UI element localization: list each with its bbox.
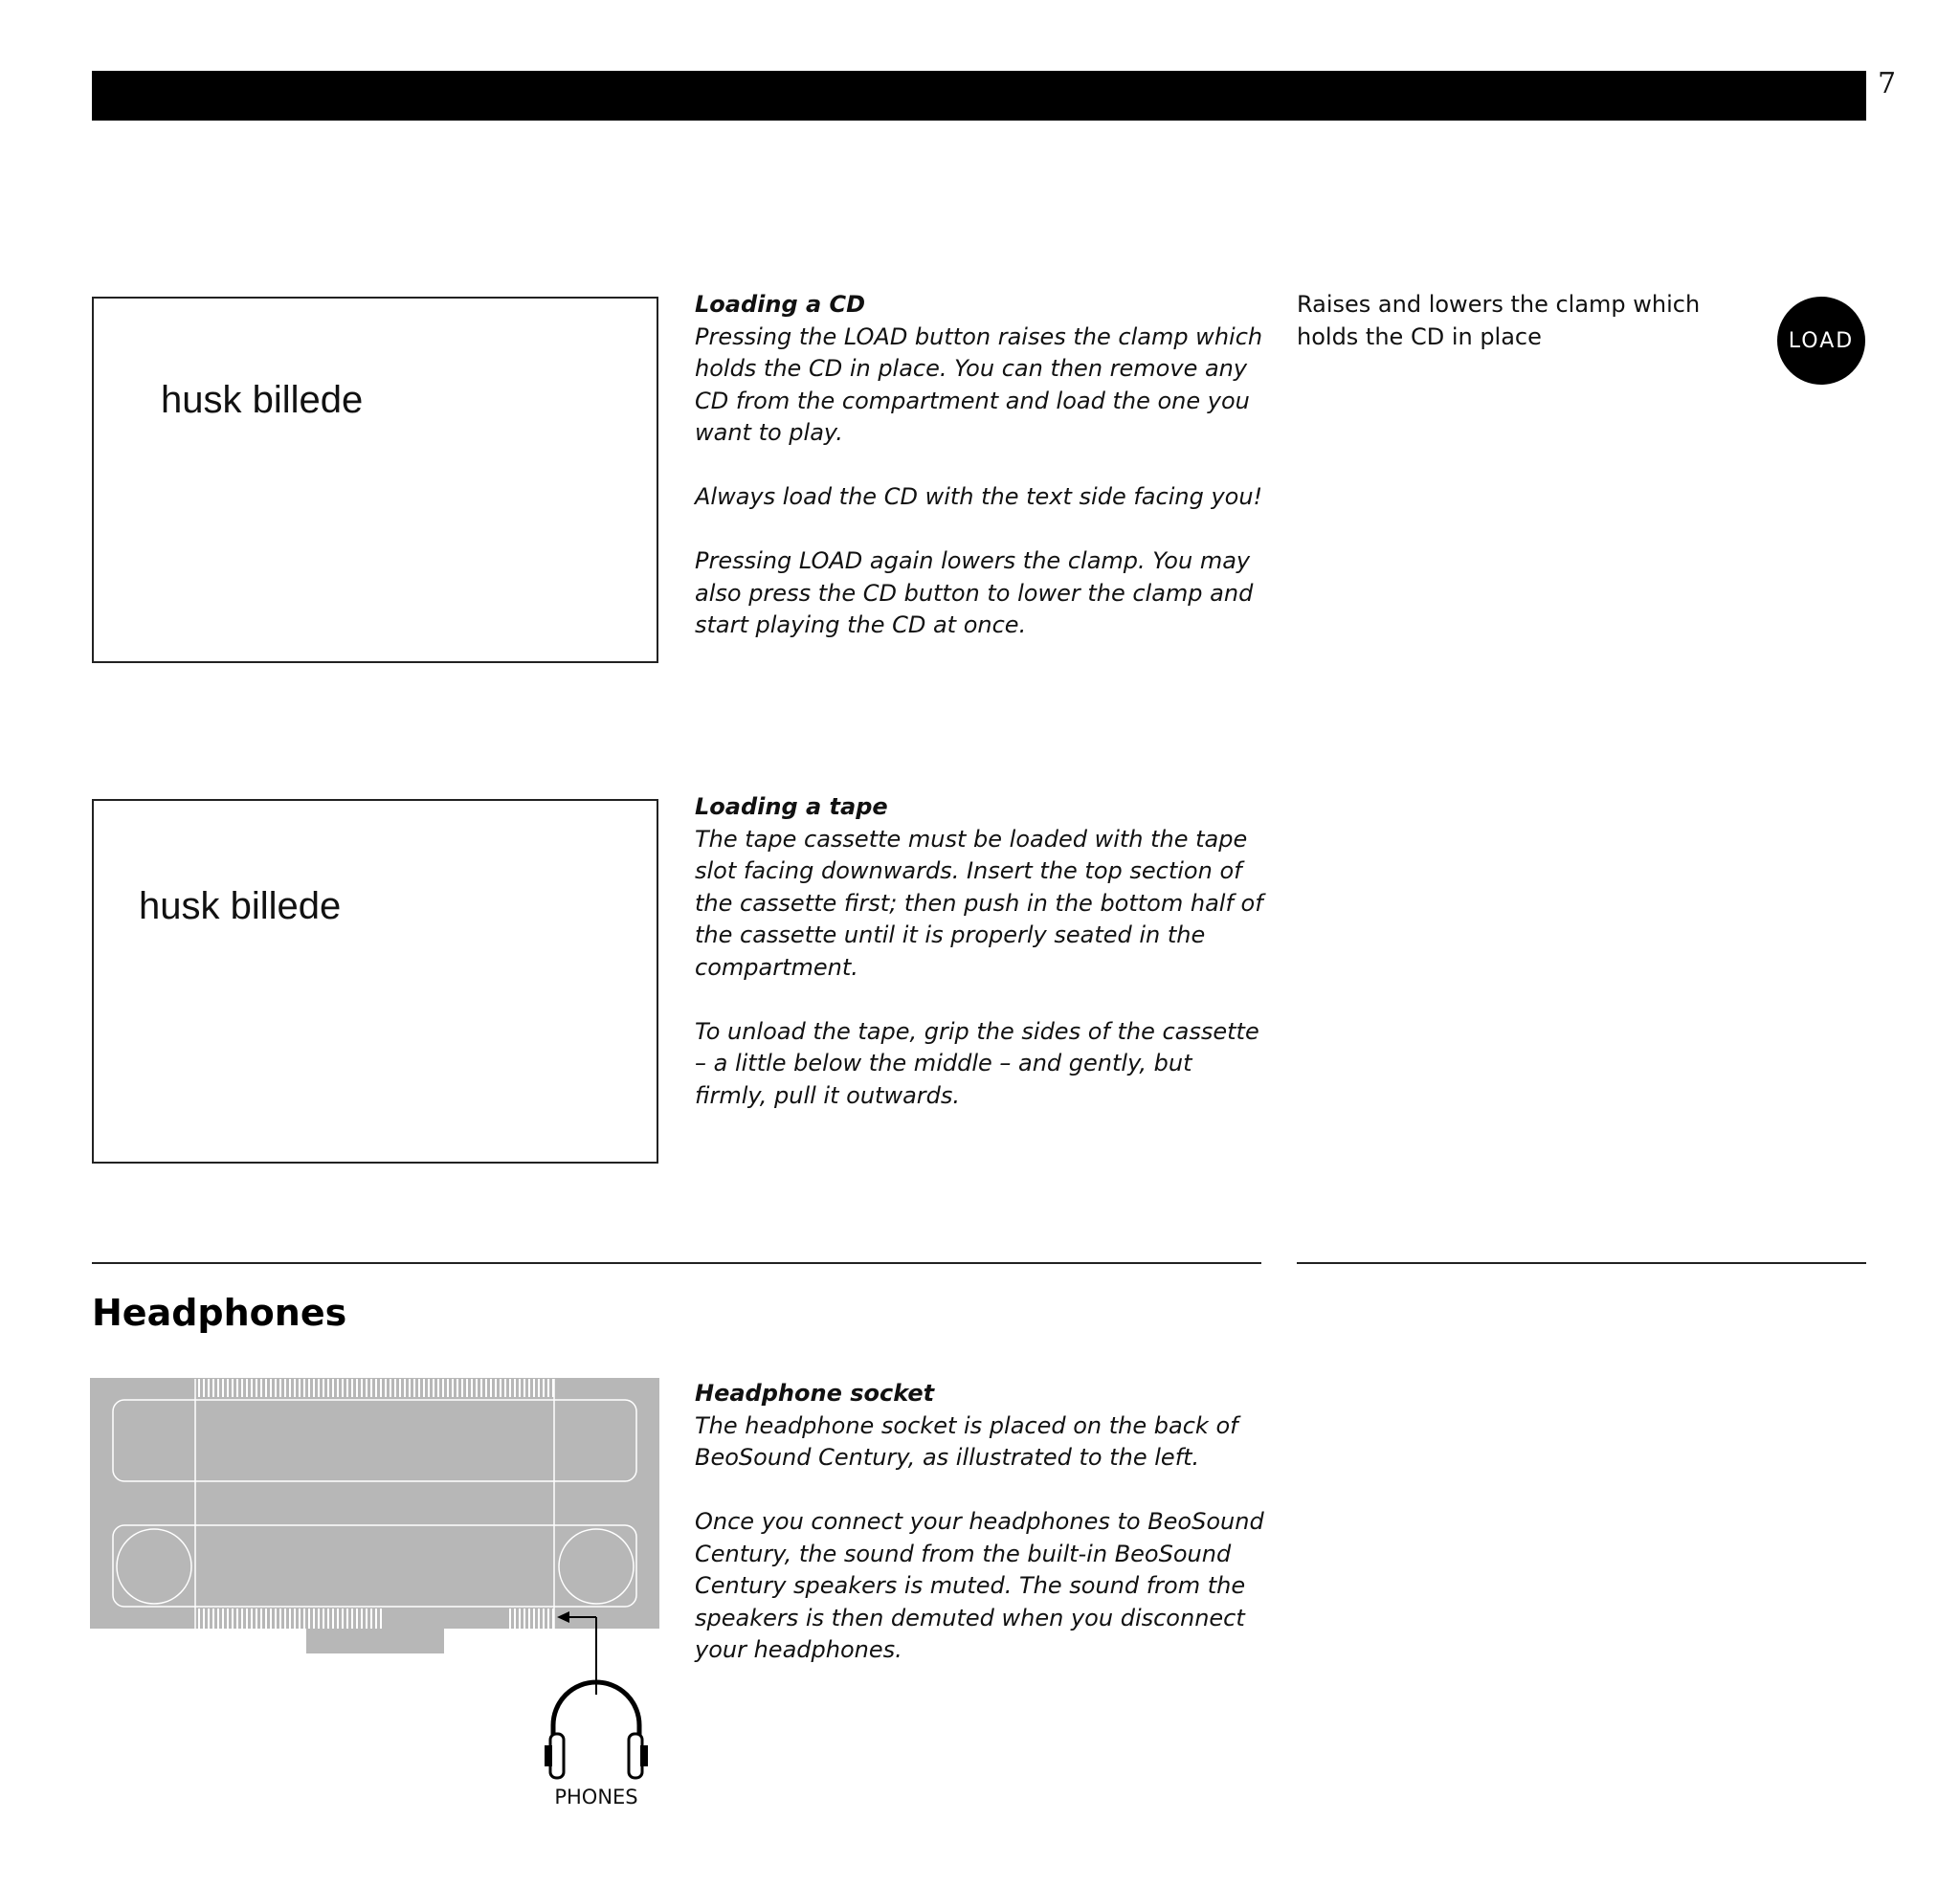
top-grill xyxy=(195,1379,554,1397)
cd-placeholder-text: husk billede xyxy=(161,379,364,421)
phones-label: PHONES xyxy=(554,1786,638,1808)
loading-cd-paragraph-1: Pressing the LOAD button raises the clamp which holds the CD in place. You can then remove any CD from the compartment and load the one you want to play. xyxy=(695,322,1263,446)
loading-cd-title: Loading a CD xyxy=(695,291,866,318)
headphones-heading: Headphones xyxy=(92,1292,347,1334)
headphone-socket-title: Headphone socket xyxy=(695,1380,935,1407)
beosound-century-rear-illustration xyxy=(88,1376,662,1826)
load-side-note: Raises and lowers the clamp which holds the CD in place xyxy=(1297,291,1701,350)
bottom-grill-right xyxy=(509,1609,554,1629)
cd-image-placeholder xyxy=(92,297,658,663)
page-number: 7 xyxy=(1878,67,1897,100)
loading-tape-paragraph-1: The tape cassette must be loaded with the tape slot facing downwards. Insert the top section of the cassette first; then push in the bottom half of the cassette until it is properly seated in the compartment. xyxy=(695,825,1263,981)
bottom-grill-left xyxy=(195,1609,384,1629)
tape-image-placeholder xyxy=(92,799,658,1164)
header-bar xyxy=(92,71,1866,121)
loading-tape-paragraph-2: To unload the tape, grip the sides of the cassette – a little below the middle – and gently, but firmly, pull it outwards. xyxy=(695,1017,1259,1109)
headphone-socket-section xyxy=(695,1378,1269,1667)
loading-cd-paragraph-2: Always load the CD with the text side facing you! xyxy=(695,483,1263,510)
headphone-socket-paragraph-2: Once you connect your headphones to BeoSound Century, the sound from the built-in BeoSound Century speakers is muted. The sound from the speakers is then demuted when you disconnect your headphones. xyxy=(695,1508,1264,1663)
loading-tape-title: Loading a tape xyxy=(695,793,888,820)
load-button-icon: LOAD xyxy=(1777,297,1865,385)
tape-placeholder-text: husk billede xyxy=(139,885,342,927)
loading-cd-section xyxy=(695,289,1269,642)
loading-cd-paragraph-3: Pressing LOAD again lowers the clamp. You may also press the CD button to lower the clamp and start playing the CD at once. xyxy=(695,547,1254,638)
section-divider-left xyxy=(92,1262,1261,1264)
headphone-socket-paragraph-1: The headphone socket is placed on the back of BeoSound Century, as illustrated to the left. xyxy=(695,1411,1238,1471)
device-stand xyxy=(306,1629,444,1653)
device-body xyxy=(90,1378,659,1629)
headphones-icon xyxy=(545,1682,648,1778)
loading-tape-section xyxy=(695,791,1269,1112)
section-divider-right xyxy=(1297,1262,1866,1264)
